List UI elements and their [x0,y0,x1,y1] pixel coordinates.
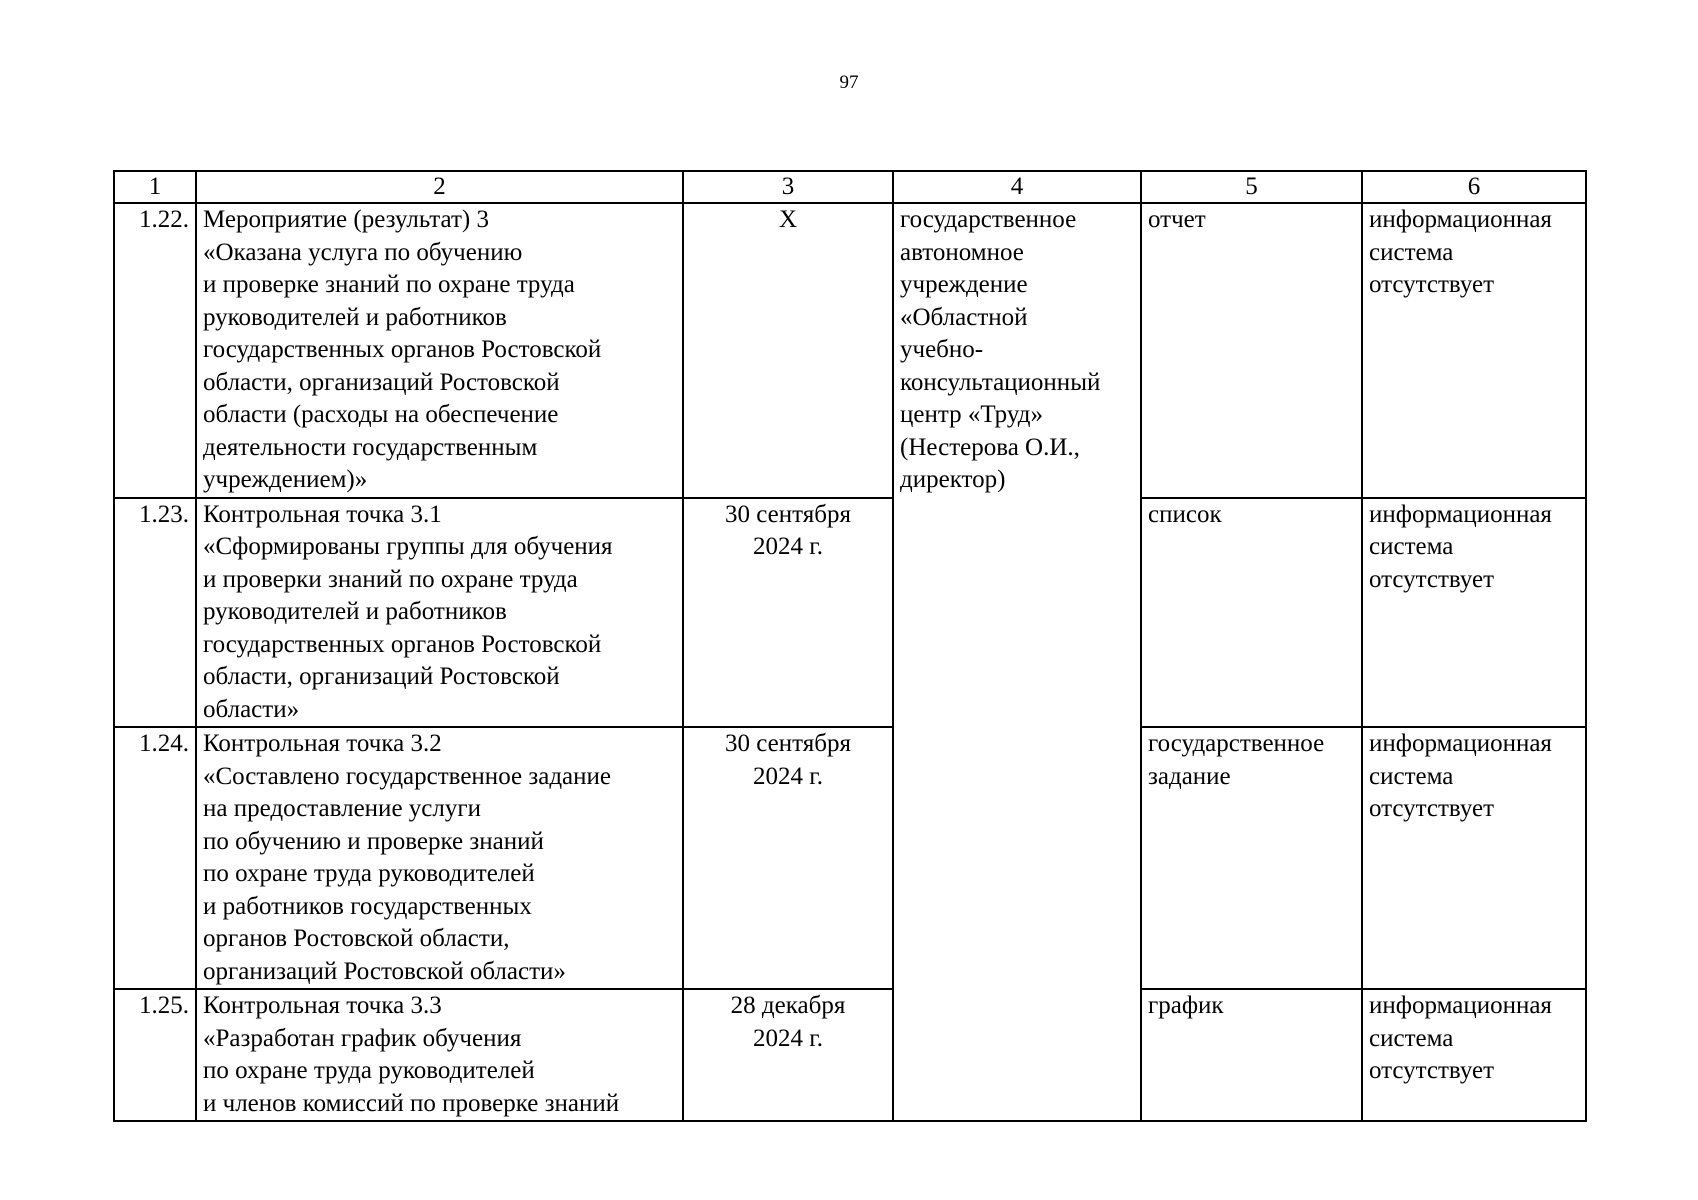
row-document-type: график [1141,989,1362,1121]
page-number: 97 [839,72,859,93]
row-date: 28 декабря 2024 г. [683,989,893,1121]
row-date: 30 сентября 2024 г. [683,727,893,989]
plan-table [113,170,1587,1122]
responsible-executor: государственное автономное учреждение «Областной учебно- консультационный центр «Труд» (Нестерова О.И., директор) [893,203,1141,1121]
row-number: 1.25. [114,989,196,1121]
row-information-system: информационная система отсутствует [1362,498,1586,728]
row-date: 30 сентября 2024 г. [683,498,893,728]
column-header-3: 3 [683,171,893,203]
row-information-system: информационная система отсутствует [1362,989,1586,1121]
header-row [114,171,1586,203]
row-information-system: информационная система отсутствует [1362,727,1586,989]
table-row [114,203,1586,498]
row-name: Мероприятие (результат) 3 «Оказана услуга по обучению и проверке знаний по охране труда руководителей и работников государственных органов Ростовской области, организаций Ростовской области (расходы на обеспечение деятельности государственным учреждением)» [196,203,683,498]
table-row [114,727,1586,989]
row-date: Х [683,203,893,498]
row-document-type: отчет [1141,203,1362,498]
row-number: 1.22. [114,203,196,498]
table-row [114,989,1586,1121]
row-name: Контрольная точка 3.1 «Сформированы группы для обучения и проверки знаний по охране труда руководителей и работников государственных органов Ростовской области, организаций Ростовской области» [196,498,683,728]
column-header-4: 4 [893,171,1141,203]
row-information-system: информационная система отсутствует [1362,203,1586,498]
column-header-5: 5 [1141,171,1362,203]
table-row [114,498,1586,728]
row-number: 1.24. [114,727,196,989]
column-header-2: 2 [196,171,683,203]
column-header-6: 6 [1362,171,1586,203]
row-document-type: список [1141,498,1362,728]
row-number: 1.23. [114,498,196,728]
column-header-1: 1 [114,171,196,203]
row-name: Контрольная точка 3.2 «Составлено государственное задание на предоставление услуги по обучению и проверке знаний по охране труда руководителей и работников государственных органов Ростовской области, организаций Ростовской области» [196,727,683,989]
row-document-type: государственное задание [1141,727,1362,989]
row-name: Контрольная точка 3.3 «Разработан график обучения по охране труда руководителей и членов комиссий по проверке знаний [196,989,683,1121]
